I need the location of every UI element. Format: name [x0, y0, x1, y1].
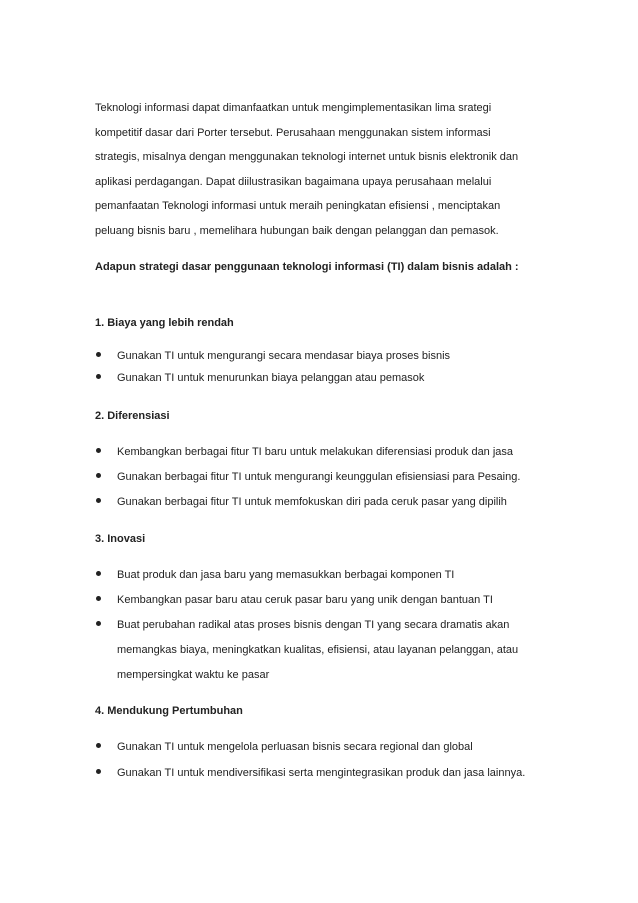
intro-line: peluang bisnis baru , memelihara hubungan baik dengan pelanggan dan pemasok. [95, 224, 499, 237]
bullet-icon [96, 374, 101, 379]
list-item [95, 492, 575, 512]
list-item [95, 442, 575, 462]
list-item-text: Kembangkan pasar baru atau ceruk pasar baru yang unik dengan bantuan TI [117, 594, 493, 606]
list-item-text: Gunakan TI untuk mengurangi secara mendasar biaya proses bisnis [117, 350, 451, 362]
list-item [95, 345, 575, 367]
list-item [95, 737, 575, 757]
bullet-list [95, 737, 575, 783]
bullet-list [95, 345, 575, 389]
intro-line: kompetitif dasar dari Porter tersebut. Perusahaan menggunakan sistem informasi [95, 126, 491, 139]
bullet-list [95, 442, 575, 512]
bullet-icon [96, 596, 101, 601]
list-item [95, 467, 575, 487]
section-inovasi [95, 529, 575, 685]
list-item [95, 367, 575, 389]
list-item-text: memangkas biaya, meningkatkan kualitas, efisiensi, atau layanan pelanggan, atau [117, 644, 519, 656]
section-title: 4. Mendukung Pertumbuhan [95, 705, 243, 717]
bullet-icon [96, 352, 101, 357]
list-item-text: Gunakan TI untuk mendiversifikasi serta mengintegrasikan produk dan jasa lainnya. [117, 767, 526, 779]
intro-line: pemanfaatan Teknologi informasi untuk meraih peningkatan efisiensi , menciptakan [95, 200, 501, 212]
list-item-text: Gunakan TI untuk menurunkan biaya pelanggan atau pemasok [117, 372, 425, 384]
list-item [95, 590, 575, 610]
list-item-text: Buat perubahan radikal atas proses bisnis dengan TI yang secara dramatis akan [117, 619, 510, 631]
bullet-icon [96, 571, 101, 576]
list-item [95, 615, 575, 685]
bullet-list [95, 565, 575, 685]
list-item-text: Buat produk dan jasa baru yang memasukkan berbagai komponen TI [117, 569, 455, 581]
bullet-icon [96, 769, 101, 774]
bullet-icon [96, 498, 101, 503]
section-title: 3. Inovasi [95, 533, 146, 545]
section-diferensiasi [95, 406, 575, 512]
bullet-icon [96, 621, 101, 626]
list-item-text: Kembangkan berbagai fitur TI baru untuk melakukan diferensiasi produk dan jasa [117, 446, 514, 458]
list-item-text: Gunakan berbagai fitur TI untuk memfokuskan diri pada ceruk pasar yang dipilih [117, 496, 507, 508]
intro-line: Teknologi informasi dapat dimanfaatkan untuk mengimplementasikan lima srategi [95, 102, 492, 114]
bullet-icon [96, 448, 101, 453]
list-item [95, 763, 575, 783]
document-body [95, 96, 575, 783]
intro-line: aplikasi perdagangan. Dapat diilustrasikan bagaimana upaya perusahaan melalui [95, 175, 492, 188]
section-title: 1. Biaya yang lebih rendah [95, 317, 234, 329]
list-item-text: Gunakan TI untuk mengelola perluasan bisnis secara regional dan global [117, 741, 473, 753]
section-biaya [95, 313, 575, 389]
intro-paragraph [95, 96, 575, 243]
intro-line: strategis, misalnya dengan menggunakan teknologi internet untuk bisnis elektronik dan [95, 151, 519, 163]
list-item-text: mempersingkat waktu ke pasar [117, 669, 270, 681]
list-item [95, 565, 575, 585]
section-title: 2. Diferensiasi [95, 410, 170, 422]
bullet-icon [96, 473, 101, 478]
list-item-text: Gunakan berbagai fitur TI untuk mengurangi keunggulan efisiensiasi para Pesaing. [117, 471, 521, 483]
bullet-icon [96, 743, 101, 748]
section-pertumbuhan [95, 701, 575, 783]
main-heading: Adapun strategi dasar penggunaan teknologi informasi (TI) dalam bisnis adalah : [95, 261, 519, 273]
